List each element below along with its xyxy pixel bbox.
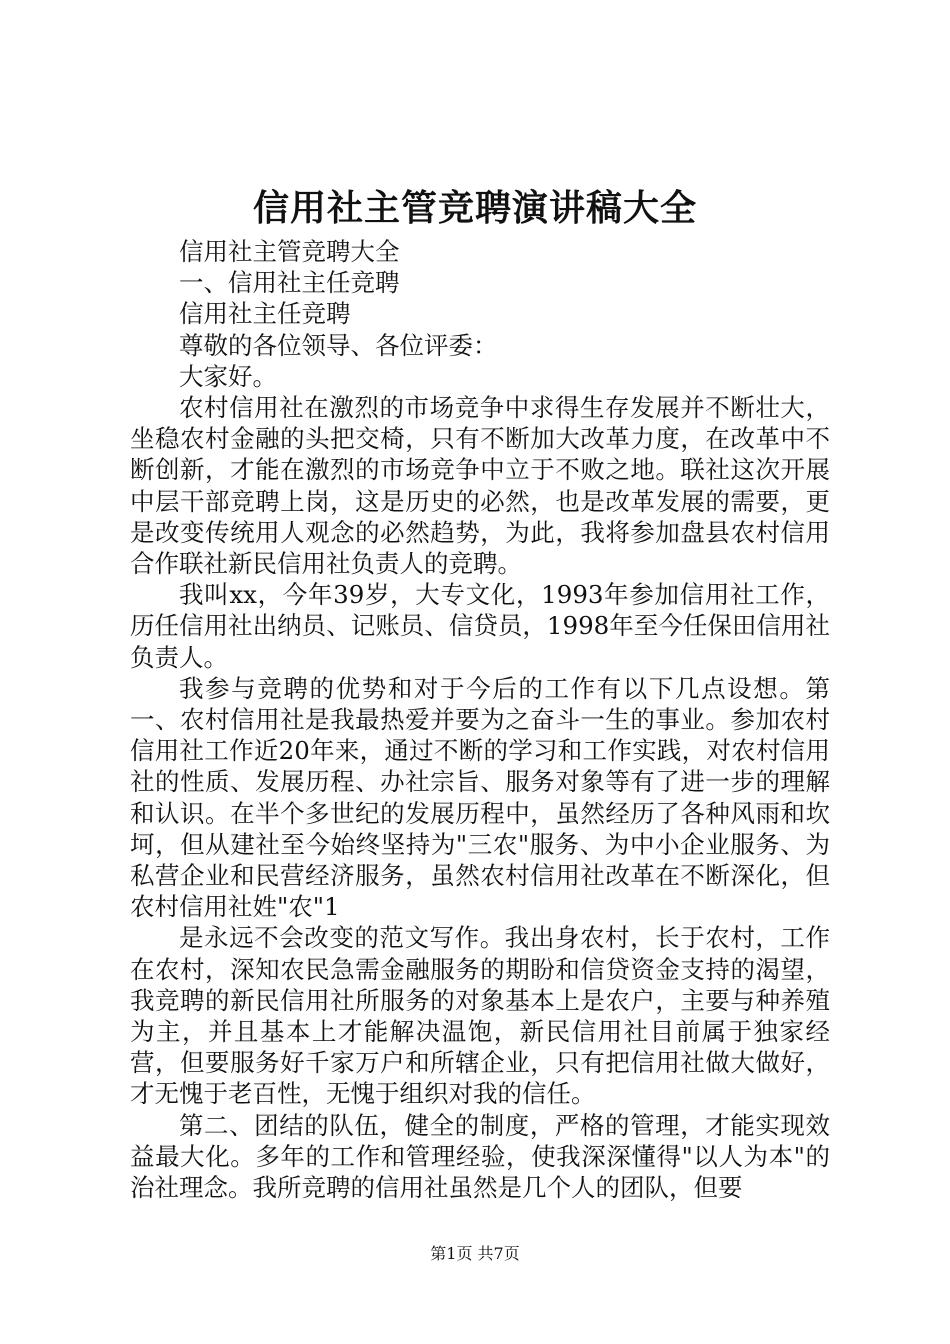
paragraph: 一、信用社主任竞聘 <box>179 268 400 298</box>
paragraph: 第二、团结的队伍，健全的制度，严格的管理，才能实现效益最大化。多年的工作和管理经验，使我深深懂得"以人为本"的治社理念。我所竞聘的信用社虽然是几个人的团队，但要 <box>130 1110 830 1203</box>
paragraph: 大家好。 <box>179 361 277 391</box>
page-number-footer: 第1页 共7页 <box>430 1244 520 1263</box>
paragraph: 是永远不会改变的范文写作。我出身农村，长于农村，工作在农村，深知农民急需金融服务的期盼和信贷资金支持的渴望，我竞聘的新民信用社所服务的对象基本上是农户，主要与种养殖为主，并且基本上才能解决温饱，新民信用社目前属于独家经营，但要服务好千家万户和所辖企业，只有把信用社做大做好，才无愧于老百性，无愧于组织对我的信任。 <box>130 923 830 1109</box>
paragraph: 尊敬的各位领导、各位评委： <box>179 330 498 360</box>
paragraph: 信用社主任竞聘 <box>179 299 351 329</box>
document-body <box>130 236 830 1203</box>
paragraph: 我参与竞聘的优势和对于今后的工作有以下几点设想。第一、农村信用社是我最热爱并要为之奋斗一生的事业。参加农村信用社工作近20年来，通过不断的学习和工作实践，对农村信用社的性质、发展历程、办社宗旨、服务对象等有了进一步的理解和认识。在半个多世纪的发展历程中，虽然经历了各种风雨和坎坷，但从建社至今始终坚持为"三农"服务、为中小企业服务、为私营企业和民营经济服务，虽然农村信用社改革在不断深化，但农村信用社姓"农"1 <box>130 673 830 922</box>
paragraph: 我叫xx，今年39岁，大专文化，1993年参加信用社工作，历任信用社出纳员、记账员、信贷员，1998年至今任保田信用社负责人。 <box>130 580 830 672</box>
paragraph: 农村信用社在激烈的市场竞争中求得生存发展并不断壮大，坐稳农村金融的头把交椅，只有不断加大改革力度，在改革中不断创新，才能在激烈的市场竞争中立于不败之地。联社这次开展中层干部竞聘上岗，这是历史的必然，也是改革发展的需要，更是改变传统用人观念的必然趋势，为此，我将参加盘县农村信用合作联社新民信用社负责人的竞聘。 <box>130 393 830 579</box>
paragraph: 信用社主管竞聘大全 <box>179 237 400 266</box>
document-title: 信用社主管竞聘演讲稿大全 <box>252 187 697 229</box>
